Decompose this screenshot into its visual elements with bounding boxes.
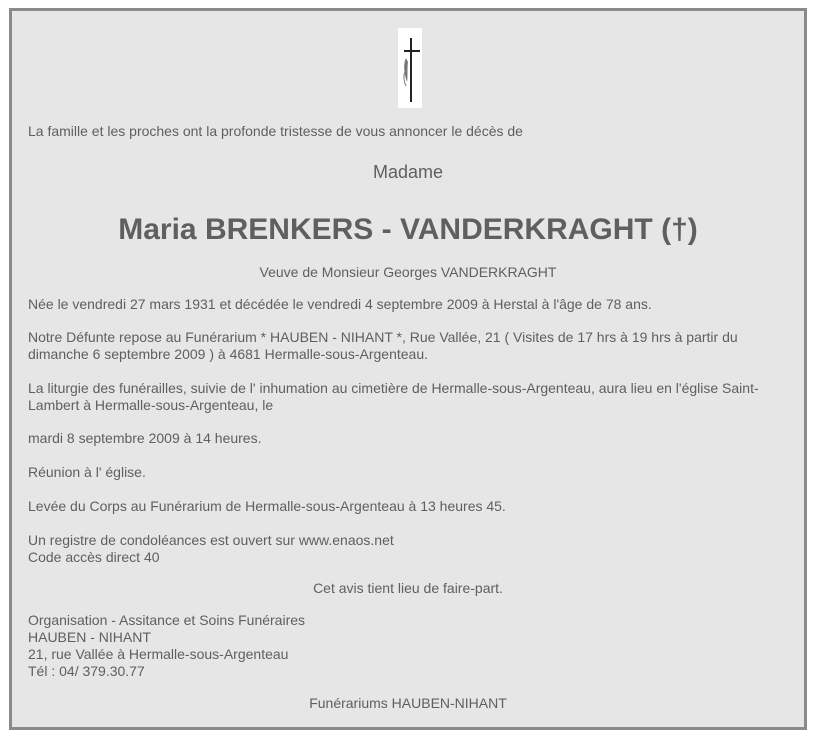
notice-text: Cet avis tient lieu de faire-part.	[313, 580, 503, 596]
departure-text: Levée du Corps au Funérarium de Hermalle-sous-Argenteau à 13 heures 45.	[28, 498, 506, 514]
organisation-address: 21, rue Vallée à Hermalle-sous-Argenteau	[28, 646, 289, 662]
cross-icon	[398, 28, 422, 108]
ceremony-date: mardi 8 septembre 2009 à 14 heures.	[28, 430, 262, 446]
organisation-name: HAUBEN - NIHANT	[28, 629, 151, 645]
meeting-text: Réunion à l' église.	[28, 464, 146, 480]
obituary-card	[9, 8, 807, 730]
organisation-label: Organisation - Assitance et Soins Funéraires	[28, 612, 306, 628]
footer-signature: Funérariums HAUBEN-NIHANT	[309, 695, 507, 711]
honorific: Madame	[372, 162, 444, 182]
widow-text: Veuve de Monsieur Georges VANDERKRAGHT	[259, 264, 557, 280]
liturgy-text: La liturgie des funérailles, suivie de l' inhumation au cimetière de Hermalle-sous-Argenteau, aura lieu en l'église Saint-Lambert à Hermalle-sous-Argenteau, le	[28, 380, 759, 413]
organisation-phone: Tél : 04/ 379.30.77	[28, 663, 145, 679]
deceased-name: Maria BRENKERS - VANDERKRAGHT (†)	[118, 213, 698, 246]
birth-death-text: Née le vendredi 27 mars 1931 et décédée le vendredi 4 septembre 2009 à Herstal à l'âge de 78 ans.	[28, 296, 652, 312]
register-text: Un registre de condoléances est ouvert sur www.enaos.net	[28, 532, 394, 548]
access-code: Code accès direct 40	[28, 549, 160, 565]
rests-text: Notre Défunte repose au Funérarium * HAUBEN - NIHANT *, Rue Vallée, 21 ( Visites de 17 hrs à 19 hrs à partir du dimanche 6 septembre 2009 ) à 4681 Hermalle-sous-Argenteau.	[28, 329, 738, 362]
announcement-text: La famille et les proches ont la profonde tristesse de vous annoncer le décès de	[28, 123, 523, 139]
